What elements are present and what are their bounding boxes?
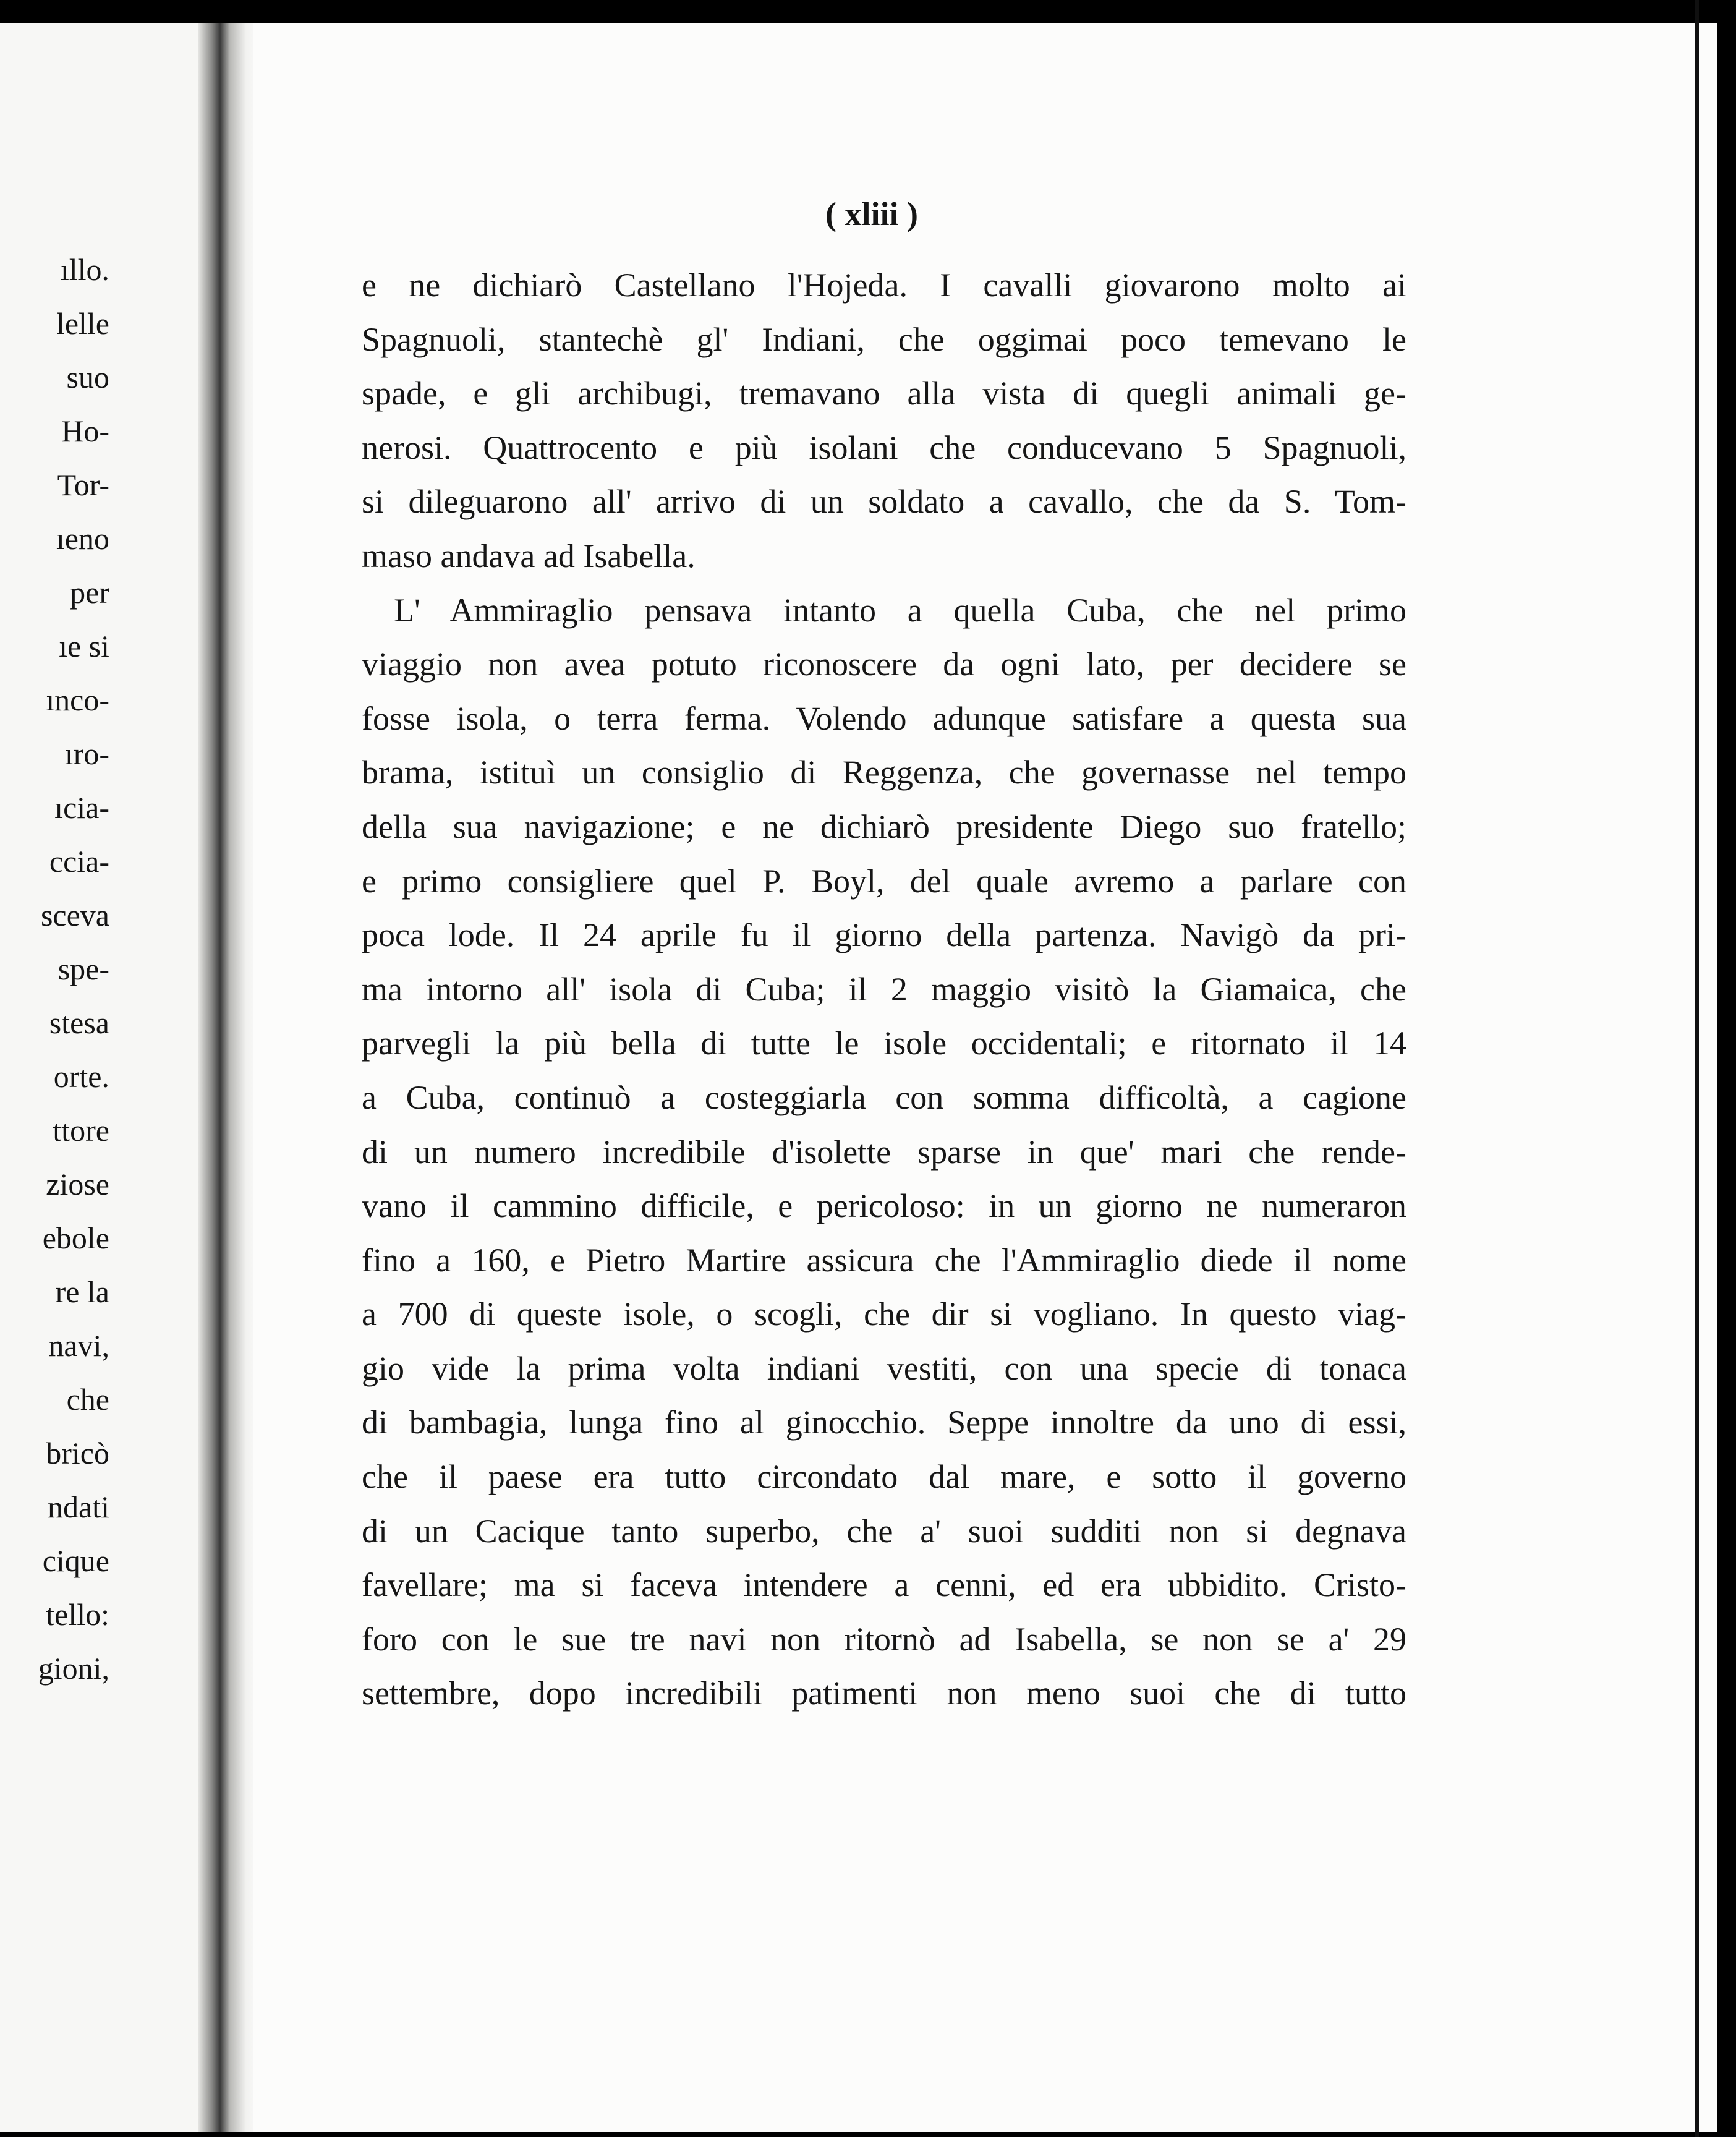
left-line: Ho- (61, 414, 109, 448)
left-line: gioni, (38, 1651, 109, 1686)
text-line: brama, istituì un consiglio di Reggenza, che governasse nel tempo (362, 754, 1406, 791)
left-line: ıro- (64, 736, 109, 771)
left-line: ıeno (56, 521, 109, 556)
left-line: re la (55, 1274, 109, 1309)
text-line: di un Cacique tanto superbo, che a' suoi sudditi non si degnava (362, 1512, 1406, 1550)
left-line: per (70, 575, 109, 610)
left-line: ccia- (49, 844, 109, 879)
text-line: che il paese era tutto circondato dal mare, e sotto il governo (362, 1458, 1406, 1496)
text-line: parvegli la più bella di tutte le isole occidentali; e ritornato il 14 (362, 1025, 1406, 1062)
text-line: settembre, dopo incredibili patimenti non meno suoi che di tutto (362, 1674, 1406, 1712)
page-body (362, 258, 1406, 1721)
left-line: ıe si (59, 629, 109, 663)
left-line: che (66, 1382, 109, 1417)
text-line: nerosi. Quattrocento e più isolani che conducevano 5 Spagnuoli, (362, 429, 1406, 466)
text-line: poca lode. Il 24 aprile fu il giorno della partenza. Navigò da pri- (362, 916, 1406, 954)
text-line: di un numero incredibile d'isolette sparse in que' mari che rende- (362, 1133, 1406, 1171)
left-line: ınco- (46, 683, 109, 717)
text-line: e ne dichiarò Castellano l'Hojeda. I cavalli giovarono molto ai (362, 267, 1406, 304)
text-line: Spagnuoli, stantechè gl' Indiani, che oggimai poco temevano le (362, 320, 1406, 358)
text-line: e primo consigliere quel P. Boyl, del quale avremo a parlare con (362, 862, 1406, 900)
left-line: ziose (46, 1167, 109, 1201)
text-line: spade, e gli archibugi, tremavano alla vista di quegli animali ge- (362, 375, 1406, 412)
running-head: ( xliii ) (825, 195, 918, 232)
text-line: a 700 di queste isole, o scogli, che dir si vogliano. In questo viag- (362, 1295, 1406, 1333)
text-line: fosse isola, o terra ferma. Volendo adunque satisfare a questa sua (362, 699, 1406, 737)
left-line: bricò (46, 1436, 109, 1470)
left-line: ıcia- (54, 790, 109, 825)
left-line: spe- (57, 952, 109, 986)
left-line: stesa (49, 1005, 109, 1040)
page-edge (1695, 0, 1699, 2137)
text-line: ma intorno all' isola di Cuba; il 2 maggio visitò la Giamaica, che (362, 970, 1406, 1008)
left-line: cique (42, 1543, 109, 1578)
text-line: della sua navigazione; e ne dichiarò presidente Diego suo fratello; (362, 808, 1406, 845)
left-line: suo (66, 360, 109, 395)
left-line: navi, (48, 1328, 109, 1363)
text-line: fino a 160, e Pietro Martire assicura che l'Ammiraglio diede il nome (362, 1241, 1406, 1279)
text-line: di bambagia, lunga fino al ginocchio. Seppe innoltre da uno di essi, (362, 1404, 1406, 1441)
left-line: ebole (42, 1221, 109, 1255)
left-line: Tor- (57, 467, 109, 502)
left-line: tello: (46, 1597, 109, 1632)
text-line: favellare; ma si faceva intendere a cenni, ed era ubbidito. Cristo- (362, 1566, 1406, 1604)
text-line: si dileguarono all' arrivo di un soldato a cavallo, che da S. Tom- (362, 483, 1406, 521)
text-line: foro con le sue tre navi non ritornò ad Isabella, se non se a' 29 (362, 1620, 1406, 1658)
text-line: gio vide la prima volta indiani vestiti, con una specie di tonaca (362, 1349, 1406, 1387)
text-line: a Cuba, continuò a costeggiarla con somma difficoltà, a cagione (362, 1078, 1406, 1116)
left-line: lelle (56, 306, 109, 341)
left-facing-page (0, 23, 213, 2132)
paragraph-first-line: L' Ammiraglio pensava intanto a quella Cuba, che nel primo (394, 591, 1406, 629)
left-line: ndati (48, 1490, 109, 1524)
paragraph-end-line: maso andava ad Isabella. (362, 537, 696, 574)
left-line: sceva (40, 898, 109, 932)
left-line: orte. (53, 1059, 109, 1094)
left-line: ıllo. (60, 252, 109, 287)
text-line: viaggio non avea potuto riconoscere da ogni lato, per decidere se (362, 646, 1406, 683)
text-line: vano il cammino difficile, e pericoloso: in un giorno ne numeraron (362, 1187, 1406, 1225)
left-line: ttore (53, 1113, 109, 1148)
book-gutter (198, 23, 260, 2132)
